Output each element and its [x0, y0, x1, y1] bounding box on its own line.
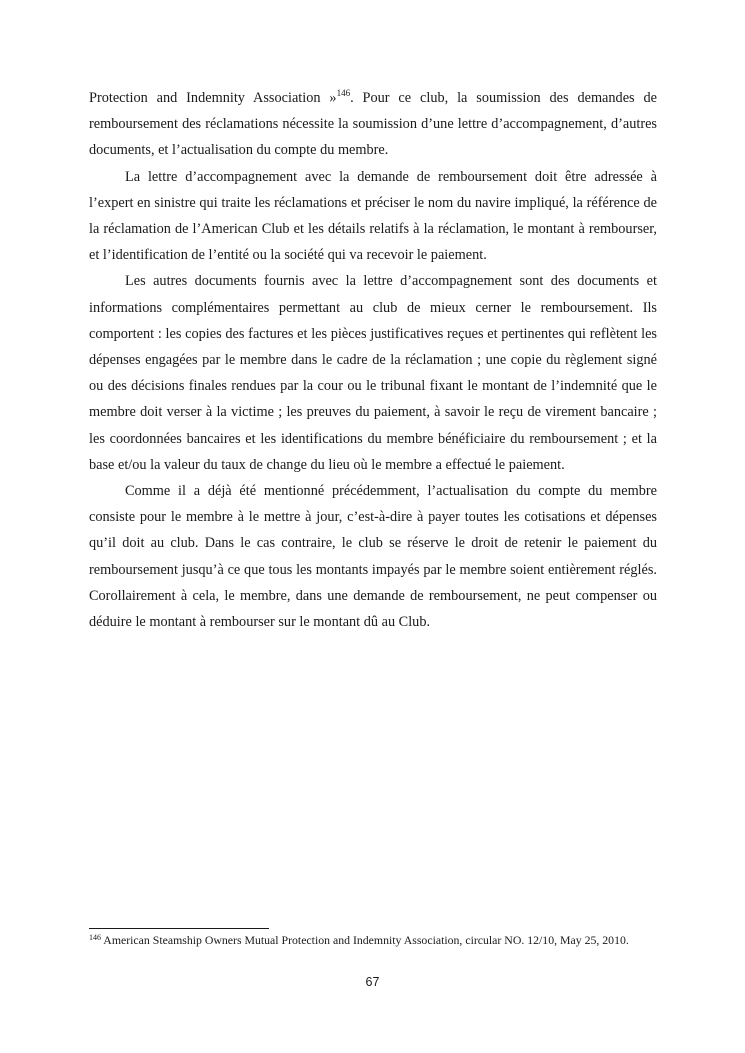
paragraph-1-text-after-ref: . Pour ce club, la soumission des demandes de remboursement des réclamations nécessite la soumission d’une lettre d’accompagnement, d’autres documents, et l’actualisation du compte du membre.: [89, 90, 657, 159]
footnote-reference[interactable]: 146: [336, 88, 351, 98]
footnote-number: 146: [89, 933, 101, 942]
footnote: [89, 933, 657, 949]
paragraph-3: Les autres documents fournis avec la lettre d’accompagnement sont des documents et informations complémentaires permettant au club de mieux cerner le remboursement. Ils comportent : les copies des factures et les pièces justificatives reçues et pertinentes qui reflètent les dépenses engagées par le membre dans le cadre de la réclamation ; une copie du règlement signé ou des décisions finales rendues par la cour ou le tribunal fixant le montant de l’indemnité que le membre doit verser à la victime ; les preuves du paiement, à savoir le reçu de virement bancaire ; les coordonnées bancaires et les identifications du membre bénéficiaire du remboursement ; et la base et/ou la valeur du taux de change du lieu où le membre a effectué le paiement.: [89, 273, 657, 473]
paragraph-2: La lettre d’accompagnement avec la demande de remboursement doit être adressée à l’expert en sinistre qui traite les réclamations et préciser le nom du navire impliqué, la référence de la réclamation de l’American Club et les détails relatifs à la réclamation, le montant à rembourser, et l’identification de l’entité ou la société qui va recevoir le paiement.: [89, 168, 657, 264]
paragraph-1-text-before-ref: Protection and Indemnity Association »: [89, 90, 337, 106]
document-body: [89, 85, 657, 635]
footnote-text: American Steamship Owners Mutual Protection and Indemnity Association, circular NO. 12/10, May 25, 2010.: [101, 933, 629, 947]
paragraph-1: [89, 85, 657, 164]
page-number: 67: [365, 975, 380, 989]
footnote-separator: [89, 928, 269, 929]
paragraph-4: Comme il a déjà été mentionné précédemment, l’actualisation du compte du membre consiste pour le membre à le mettre à jour, c’est-à-dire à payer toutes les cotisations et dépenses qu’il doit au club. Dans le cas contraire, le club se réserve le droit de retenir le paiement du remboursement jusqu’à ce que tous les montants impayés par le membre soient entièrement réglés. Corollairement à cela, le membre, dans une demande de remboursement, ne peut compenser ou déduire le montant à rembourser sur le montant dû au Club.: [89, 483, 657, 631]
